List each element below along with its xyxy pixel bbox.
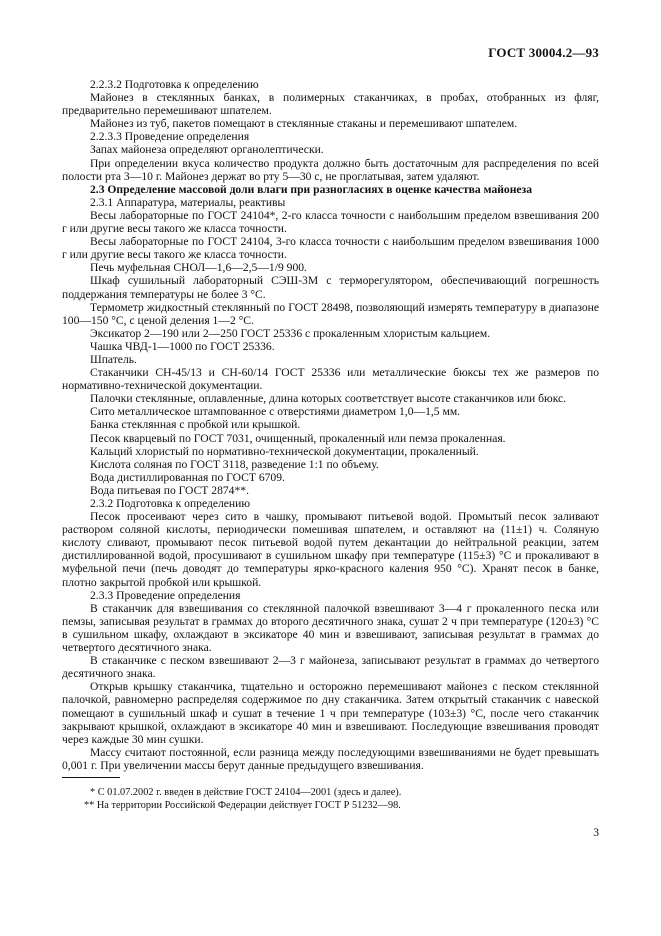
- paragraph: При определении вкуса количество продукта должно быть достаточным для распределения по всей полости рта 3—10 г. Майонез держат во рту 5—30 с, не проглатывая, затем удаляют.: [62, 156, 599, 183]
- paragraph: В стаканчике с песком взвешивают 2—3 г майонеза, записывают результат в граммах до четвертого десятичного знака.: [62, 654, 599, 681]
- paragraph: Сито металлическое штампованное с отверстиями диаметром 1,0—1,5 мм.: [90, 405, 461, 419]
- document-header: ГОСТ 30004.2—93: [488, 45, 599, 60]
- section-heading: 2.3 Определение массовой доли влаги при разногласиях в оценке качества майонеза: [90, 182, 532, 196]
- paragraph: Запах майонеза определяют органолептически.: [90, 143, 324, 157]
- paragraph: Массу считают постоянной, если разница между последующими взвешиваниями не будет превышать 0,001 г. При увеличении массы берут данные предыдущего взвешивания.: [62, 745, 599, 772]
- paragraph: Чашка ЧВД-1—1000 по ГОСТ 25336.: [90, 339, 275, 353]
- paragraph: Палочки стеклянные, оплавленные, длина которых соответствует высоте стаканчиков или бюкс.: [90, 392, 567, 406]
- paragraph: Вода дистиллированная по ГОСТ 6709.: [90, 470, 285, 484]
- paragraph: Стаканчики СН-45/13 и СН-60/14 ГОСТ 25336 или металлические бюксы тех же размеров по нормативно-технической документации.: [62, 366, 599, 393]
- paragraph: Банка стеклянная с пробкой или крышкой.: [90, 418, 301, 432]
- paragraph: Шпатель.: [90, 352, 137, 366]
- paragraph: Майонез в стеклянных банках, в полимерных стаканчиках, в пробах, отобранных из фляг, предварительно перемешивают шпателем.: [62, 91, 599, 118]
- footnote: * С 01.07.2002 г. введен в действие ГОСТ 24104—2001 (здесь и далее).: [90, 786, 402, 798]
- paragraph: Кальций хлористый по нормативно-технической документации, прокаленный.: [90, 444, 479, 458]
- paragraph: Кислота соляная по ГОСТ 3118, разведение 1:1 по объему.: [90, 457, 379, 471]
- subsection-heading: 2.2.3.2 Подготовка к определению: [90, 78, 259, 91]
- paragraph: Песок просеивают через сито в чашку, промывают питьевой водой. Промытый песок заливают раствором соляной кислоты, периодически помешивая шпателем, и оставляют на (11±1) ч. Соляную кислоту сливают, промывают песок питьевой водой путем декантации до нейтральной реакции, затем дистиллированной водой, просушивают в сушильном шкафу при температуре (115±3) °С и прокаливают в муфельной печи (печь доводят до температуры ярко-красного каления 950 °С). Хранят песок в банке, плотно закрытой пробкой или крышкой.: [62, 510, 599, 589]
- paragraph: Эксикатор 2—190 или 2—250 ГОСТ 25336 с прокаленным хлористым кальцием.: [90, 326, 491, 340]
- paragraph: Открыв крышку стаканчика, тщательно и осторожно перемешивают майонез с песком стеклянной палочкой, равномерно распределяя содержимое по дну стаканчика. Затем открытый стаканчик с навеской помещают в сушильный шкаф и сушат в течение 1 ч при температуре (103±3) °С, после чего стаканчик закрывают крышкой, охлаждают в эксикаторе 40 мин и взвешивают. Последующие взвешивания проводят через каждые 30 мин сушки.: [62, 680, 599, 746]
- paragraph: Майонез из туб, пакетов помещают в стеклянные стаканы и перемешивают шпателем.: [90, 117, 518, 131]
- footnote: ** На территории Российской Федерации действует ГОСТ Р 51232—98.: [84, 799, 401, 811]
- paragraph: Печь муфельная СНОЛ—1,6—2,5—1/9 900.: [90, 261, 307, 275]
- paragraph: Весы лабораторные по ГОСТ 24104, 3-го класса точности с наибольшим пределом взвешивания 1000 г или другие весы такого же класса точности.: [62, 235, 599, 262]
- subsection-heading: 2.3.3 Проведение определения: [90, 588, 241, 602]
- footnote-divider: [62, 777, 120, 778]
- paragraph: Термометр жидкостный стеклянный по ГОСТ 28498, позволяющий измерять температуру в диапазоне 100—150 °С, с ценой деления 1—2 °С.: [62, 300, 599, 327]
- paragraph: В стаканчик для взвешивания со стеклянной палочкой взвешивают 3—4 г прокаленного песка или пемзы, записывая результат в граммах до второго десятичного знака, сушат 2 ч при температуре (120±3) °С в сушильном шкафу, охлаждают в эксикаторе 40 мин и взвешивают, записывая результат в граммах до четвертого десятичного знака.: [62, 601, 599, 655]
- subsection-heading: 2.3.2 Подготовка к определению: [90, 497, 250, 510]
- paragraph: Весы лабораторные по ГОСТ 24104*, 2-го класса точности с наибольшим пределом взвешивания 200 г или другие весы такого же класса точности.: [62, 208, 599, 236]
- subsection-heading: 2.2.3.3 Проведение определения: [90, 130, 250, 144]
- paragraph: Шкаф сушильный лабораторный СЭШ-3М с терморегулятором, обеспечивающий погрешность поддержания температуры не более 3 °С.: [62, 274, 599, 301]
- page-number: 3: [593, 826, 599, 839]
- paragraph: Вода питьевая по ГОСТ 2874**.: [90, 483, 249, 497]
- subsection-heading: 2.3.1 Аппаратура, материалы, реактивы: [90, 195, 286, 209]
- paragraph: Песок кварцевый по ГОСТ 7031, очищенный, прокаленный или пемза прокаленная.: [90, 431, 506, 445]
- document-body: [62, 78, 599, 812]
